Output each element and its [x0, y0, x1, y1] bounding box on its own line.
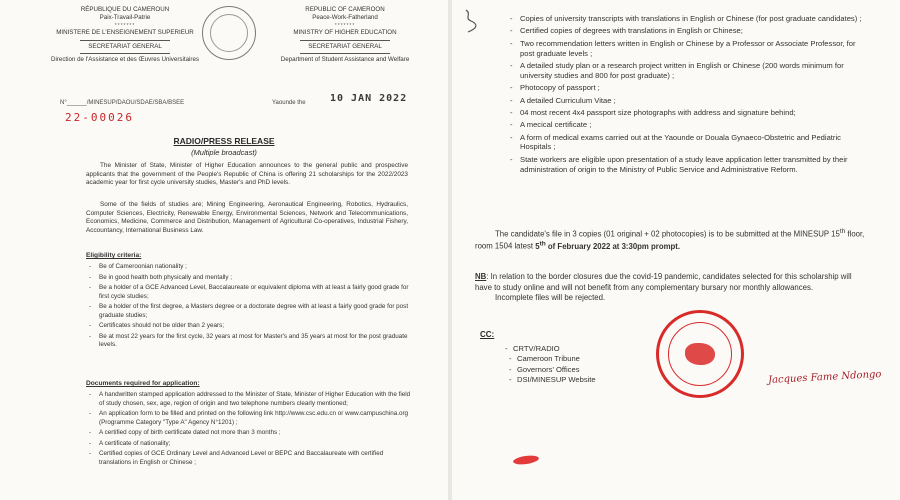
secretariat-en: SECRETARIAT GENERAL — [308, 42, 382, 50]
list-item: - A form of medical exams carried out at the Yaounde or Douala Gynaeco-Obstetric and Pediatric Hospitals ; — [508, 133, 870, 153]
list-item: - A detailed Curriculum Vitae ; — [508, 96, 870, 106]
list-item: - Photocopy of passport ; — [508, 83, 870, 93]
submission-paragraph: The candidate's file in 3 copies (01 original + 02 photocopies) is to be submitted at the MINESUP 15th floor, room 1504 latest 5th of February 2022 at 3:30pm prompt. — [475, 228, 865, 251]
list-item: - Certified copies of degrees with translations in English or Chinese; — [508, 26, 870, 36]
fields-paragraph: Some of the fields of studies are; Mining Engineering, Aeronautical Engineering, Robotics, Hydraulics, Computer Sciences, Electricity, Renewable Energy, Environmental Sciences, Network and Telecommunications, Economics, Medicine, Commerce and Distribution, Management of Agricultural Co-operatives, Industrial Fishery, Accountancy, International Business Law. — [86, 201, 408, 234]
documents-list-part-1 — [86, 391, 411, 469]
ministry-name-fr: MINISTERE DE L'ENSEIGNEMENT SUPERIEUR — [56, 29, 194, 37]
cc-label: CC: — [480, 330, 495, 339]
submission-deadline: 5th of February 2022 at 3:30pm prompt. — [535, 240, 681, 251]
secretariat-fr: SECRETARIAT GENERAL — [88, 42, 162, 50]
list-item: - Governors' Offices — [509, 365, 596, 375]
date-label: Yaounde the — [272, 100, 306, 106]
direction-fr: Direction de l'Assistance et des Œuvres Universitaires — [50, 56, 200, 64]
list-item: - Certified copies of GCE Ordinary Level and Advanced Level or BEPC and Baccalaureate with certified translations in English or Chinese ; — [86, 450, 411, 467]
documents-heading: Documents required for application: — [86, 380, 200, 387]
list-item: - Be a holder of a GCE Advanced Level, Baccalaureate or equivalent diploma with at least a fairly good grade for first cycle studies; — [86, 284, 411, 301]
documents-list-part-2 — [508, 14, 870, 177]
list-item: - 04 most recent 4x4 passport size photographs with address and signature behind; — [508, 108, 870, 118]
list-item: - A certificate of nationality; — [86, 440, 411, 449]
handwritten-mark-icon — [462, 8, 482, 34]
incomplete-files-note: Incomplete files will be rejected. — [495, 293, 606, 303]
country-name-en: REPUBLIC OF CAMEROON — [305, 6, 385, 13]
list-item: - A certified copy of birth certificate dated not more than 3 months ; — [86, 429, 411, 438]
list-item: - Copies of university transcripts with translations in English or Chinese (for post graduate candidates) ; — [508, 14, 870, 24]
list-item: - An application form to be filled and printed on the following link http://www.csc.edu.cn or www.campuschina.org (Programme Category "Type A" Agency N°1201) ; — [86, 410, 411, 427]
list-item: - Cameroon Tribune — [509, 354, 596, 364]
list-item: - Certificates should not be older than 2 years; — [86, 322, 411, 331]
list-item: - A handwritten stamped application addressed to the Minister of State, Minister of Higher Education with the field of study chosen, sex, age, region of origin and two telephone numbers clearly mentioned; — [86, 391, 411, 408]
letterhead-french: RÉPUBLIQUE DU CAMEROUN Paix-Travail-Patrie ******* MINISTERE DE L'ENSEIGNEMENT SUPERIEUR SECRETARIAT GENERAL Direction de l'Assistance et des Œuvres Universitaires — [50, 6, 200, 64]
list-item: - Be in good health both physically and mentally ; — [86, 274, 411, 283]
date-stamp: 10 JAN 2022 — [330, 93, 408, 104]
ministry-name-en: MINISTRY OF HIGHER EDUCATION — [293, 29, 397, 37]
list-item: - CRTV/RADIO — [505, 344, 596, 354]
letterhead-english: REPUBLIC OF CAMEROON Peace-Work-Fatherland ******* MINISTRY OF HIGHER EDUCATION SECRETARIAT GENERAL Department of Student Assistance and Welfare — [270, 6, 420, 65]
nb-label: NB — [475, 272, 487, 281]
nb-note: NB: In relation to the border closures due the covid-19 pandemic, candidates selected for this scholarship will have to study online and will not benefit from any complementary bursary nor monthly allowances. Incomplete files will be rejected. — [475, 272, 870, 304]
press-release-page-1 — [0, 0, 448, 500]
eligibility-list — [86, 263, 411, 352]
document-subtitle: (Multiple broadcast) — [191, 148, 257, 157]
list-item: - Be of Cameroonian nationality ; — [86, 263, 411, 272]
list-item: - Be at most 22 years for the first cycle, 32 years at most for Master's and 35 years at most for the post graduate levels. — [86, 333, 411, 350]
reference-stamp: 22-00026 — [65, 111, 134, 124]
list-item: - A detailed study plan or a research project written in English or Chinese (200 words minimum for university studies and 800 for post graduate) ; — [508, 61, 870, 81]
intro-paragraph: The Minister of State, Minister of Higher Education announces to the general public and prospective applicants that the government of the People's Republic of China is offering 21 scholarships for the 2022/2023 academic year for first cycle university studies, Master's and PhD levels. — [86, 162, 408, 187]
reference-number: N°______/MINESUP/DAOU/SDAE/SBA/BSEE — [60, 100, 185, 106]
list-item: - DSI/MINESUP Website — [509, 375, 596, 385]
list-item: - State workers are eligible upon presentation of a study leave application letter transmitted by their administration of origin to the Ministry of Public Service and Administrative Reform. — [508, 155, 870, 175]
motto-en: Peace-Work-Fatherland — [312, 14, 378, 22]
country-name-fr: RÉPUBLIQUE DU CAMEROUN — [80, 6, 170, 13]
eligibility-heading: Eligibility criteria: — [86, 252, 142, 259]
list-item: - Two recommendation letters written in English or Chinese by a Professor or Associate Professor, for post graduate levels ; — [508, 39, 870, 59]
department-en: Department of Student Assistance and Welfare — [280, 56, 410, 64]
minister-signature: Jacques Fame Ndongo — [767, 369, 882, 386]
cc-list — [505, 344, 596, 385]
list-item: - A mecical certificate ; — [508, 120, 870, 130]
list-item: - Be a holder of the first degree, a Masters degree or a doctorate degree with at least a fairly good grade for post graduate studies; — [86, 303, 411, 320]
motto-fr: Paix-Travail-Patrie — [99, 14, 151, 22]
document-title: RADIO/PRESS RELEASE — [173, 136, 275, 146]
minister-seal-icon — [656, 310, 744, 398]
ministry-emblem-icon — [202, 6, 256, 60]
